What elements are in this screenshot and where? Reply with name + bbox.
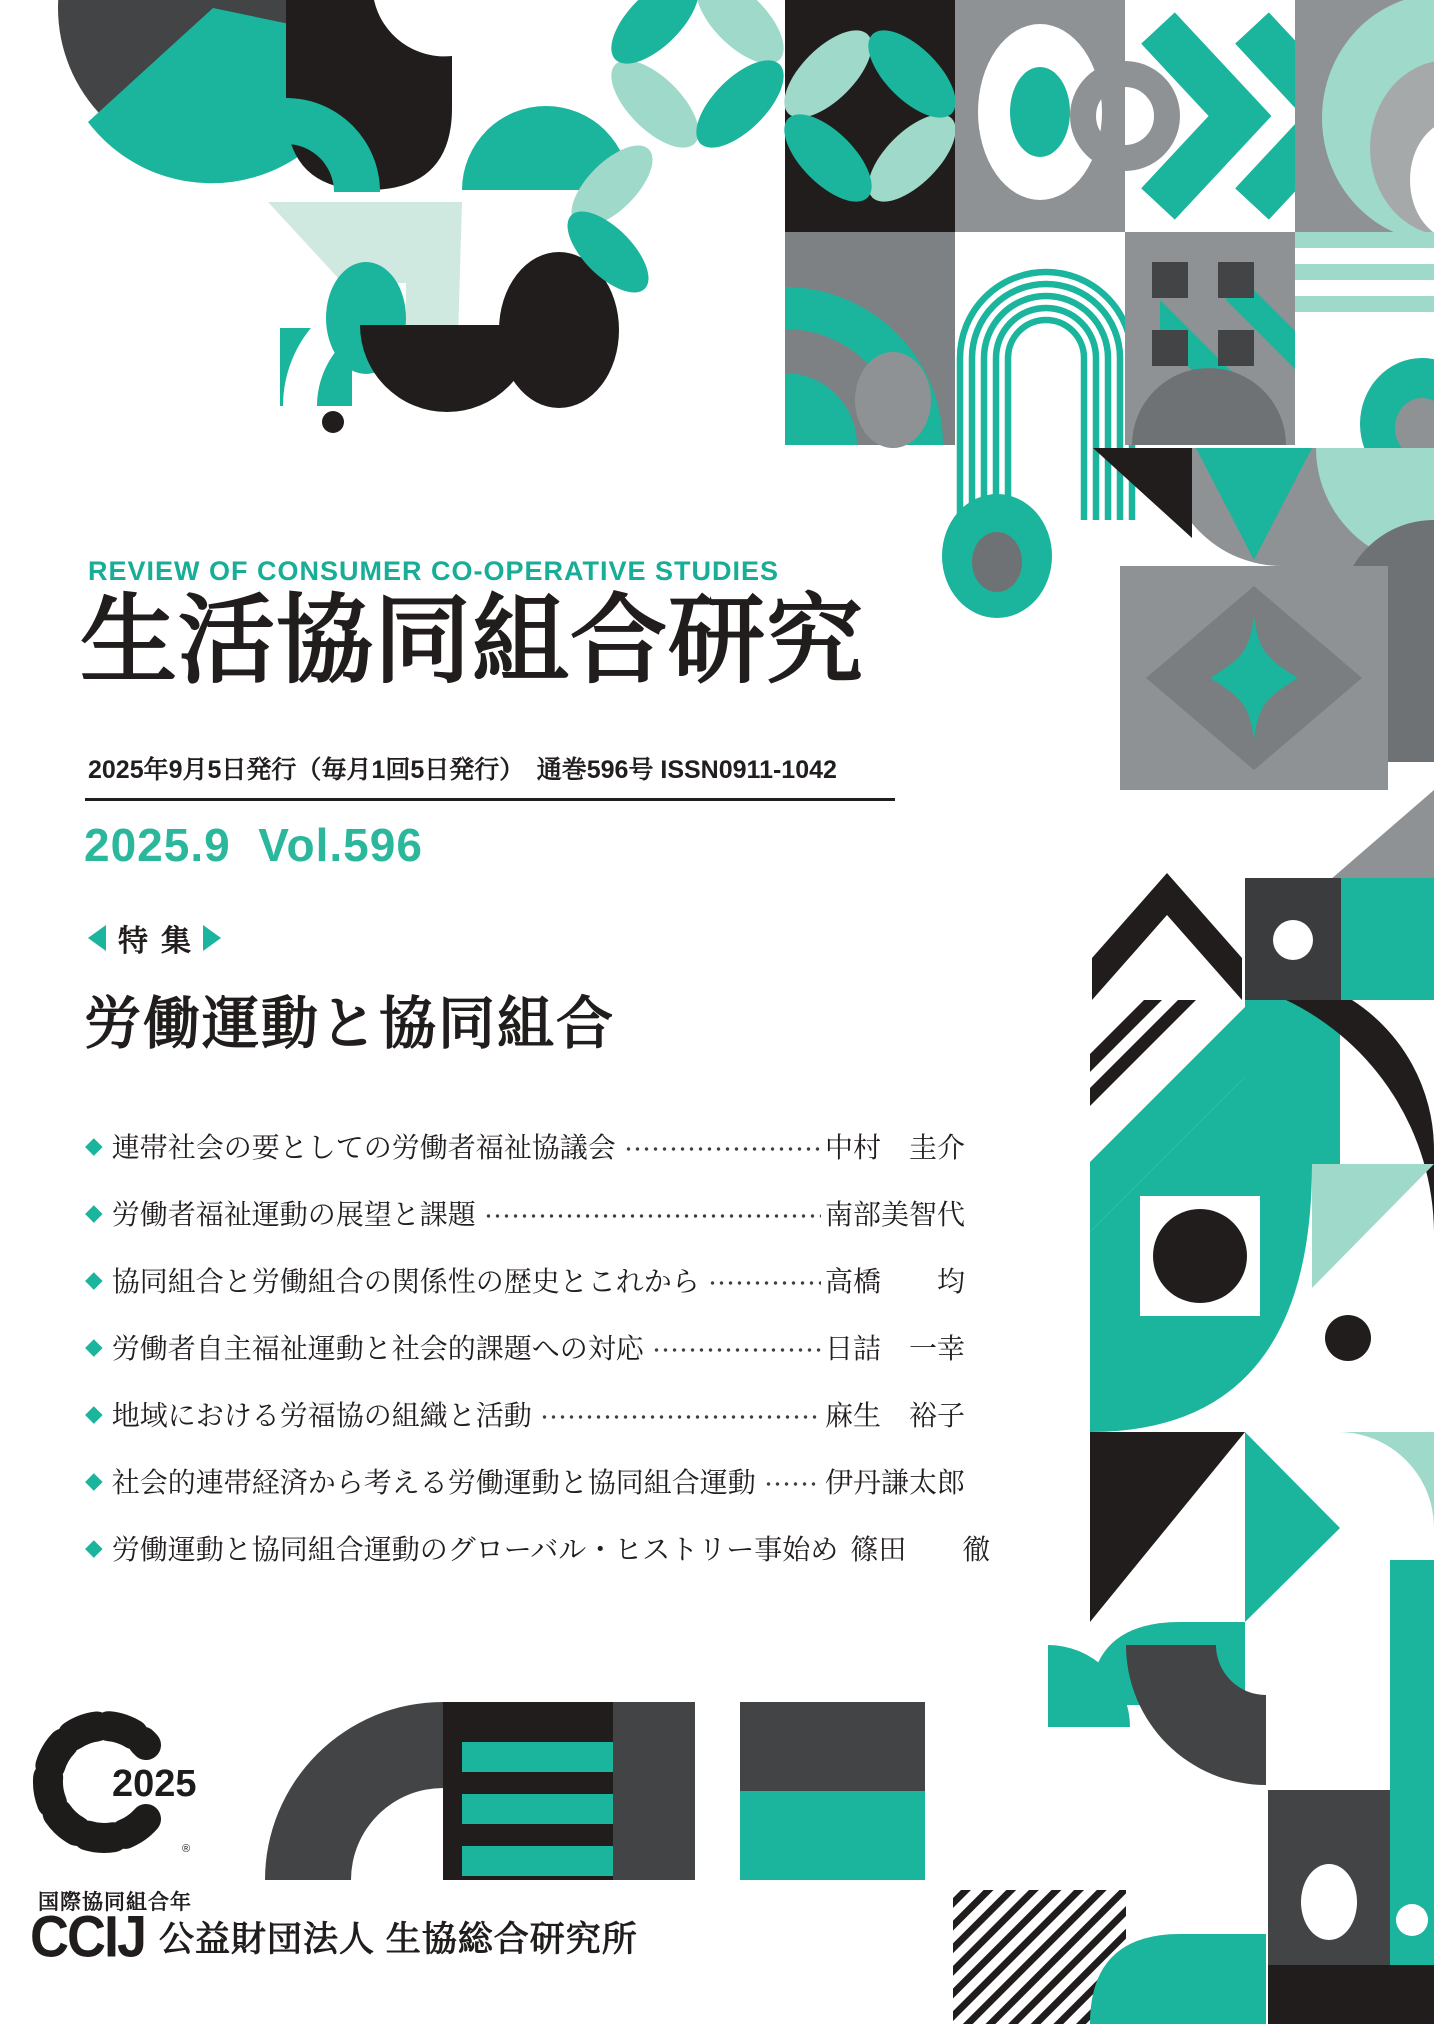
article-author: 篠田 徹 <box>850 1533 991 1565</box>
article-author: 伊丹謙太郎 <box>824 1466 965 1498</box>
journal-title: 生活協同組合研究 <box>80 586 864 695</box>
issue-volume-label: 2025.9 Vol.596 <box>84 819 423 871</box>
diamond-bullet-icon: ◆ <box>85 1266 103 1292</box>
registered-mark: ® <box>182 1843 191 1855</box>
article-row <box>85 1179 965 1246</box>
right-triangle-icon <box>203 925 221 951</box>
article-title: 連帯社会の要としての労働者福祉協議会 <box>111 1131 616 1163</box>
diamond-bullet-icon: ◆ <box>85 1199 103 1225</box>
article-row <box>85 1380 965 1447</box>
iyc-label: 国際協同組合年 <box>38 1891 192 1914</box>
left-triangle-icon <box>88 925 106 951</box>
article-title: 労働運動と協同組合運動のグローバル・ヒストリー事始め <box>111 1533 839 1565</box>
art-right-column <box>1090 448 1434 2024</box>
iyc-year: 2025 <box>112 1763 197 1805</box>
ccij-logo: CCIJ <box>30 1904 146 1970</box>
dot-leader <box>708 1279 821 1287</box>
publication-info: 2025年9月5日発行（毎月1回5日発行） 通巻596号 ISSN0911-1042 <box>88 756 837 784</box>
article-title: 労働者自主福祉運動と社会的課題への対応 <box>111 1332 644 1364</box>
iyc-2025-logo <box>26 1686 204 1886</box>
article-title: 地域における労福協の組織と活動 <box>111 1399 532 1431</box>
dot-leader <box>540 1413 821 1421</box>
article-row <box>85 1514 991 1581</box>
article-title: 社会的連帯経済から考える労働運動と協同組合運動 <box>111 1466 756 1498</box>
diamond-bullet-icon: ◆ <box>85 1132 103 1158</box>
dot-leader <box>652 1346 821 1354</box>
article-row <box>85 1246 965 1313</box>
dot-leader <box>484 1212 821 1220</box>
article-row <box>85 1112 965 1179</box>
feature-section-header <box>88 916 221 960</box>
dot-leader <box>764 1480 821 1488</box>
diamond-bullet-icon: ◆ <box>85 1333 103 1359</box>
article-author: 中村 圭介 <box>824 1131 965 1163</box>
feature-section-label: 特集 <box>118 925 204 958</box>
article-row <box>85 1313 965 1380</box>
publisher-name: 公益財団法人 生協総合研究所 <box>159 1920 638 1959</box>
article-author: 高橋 均 <box>824 1265 965 1297</box>
diamond-bullet-icon: ◆ <box>85 1467 103 1493</box>
article-title: 労働者福祉運動の展望と課題 <box>111 1198 476 1230</box>
art-topleft-cluster <box>58 0 630 433</box>
publisher-row <box>30 1906 638 1968</box>
dot-leader <box>624 1145 821 1153</box>
diamond-bullet-icon: ◆ <box>85 1400 103 1426</box>
feature-title: 労働運動と協同組合 <box>84 992 615 1056</box>
article-author: 南部美智代 <box>824 1198 965 1230</box>
diamond-bullet-icon: ◆ <box>85 1534 103 1560</box>
article-list <box>85 1112 991 1581</box>
article-author: 日詰 一幸 <box>824 1332 965 1364</box>
english-title: REVIEW OF CONSUMER CO-OPERATIVE STUDIES <box>88 556 780 586</box>
article-row <box>85 1447 965 1514</box>
article-title: 協同組合と労働組合の関係性の歴史とこれから <box>111 1265 700 1297</box>
divider-rule <box>85 798 895 801</box>
article-author: 麻生 裕子 <box>824 1399 965 1431</box>
